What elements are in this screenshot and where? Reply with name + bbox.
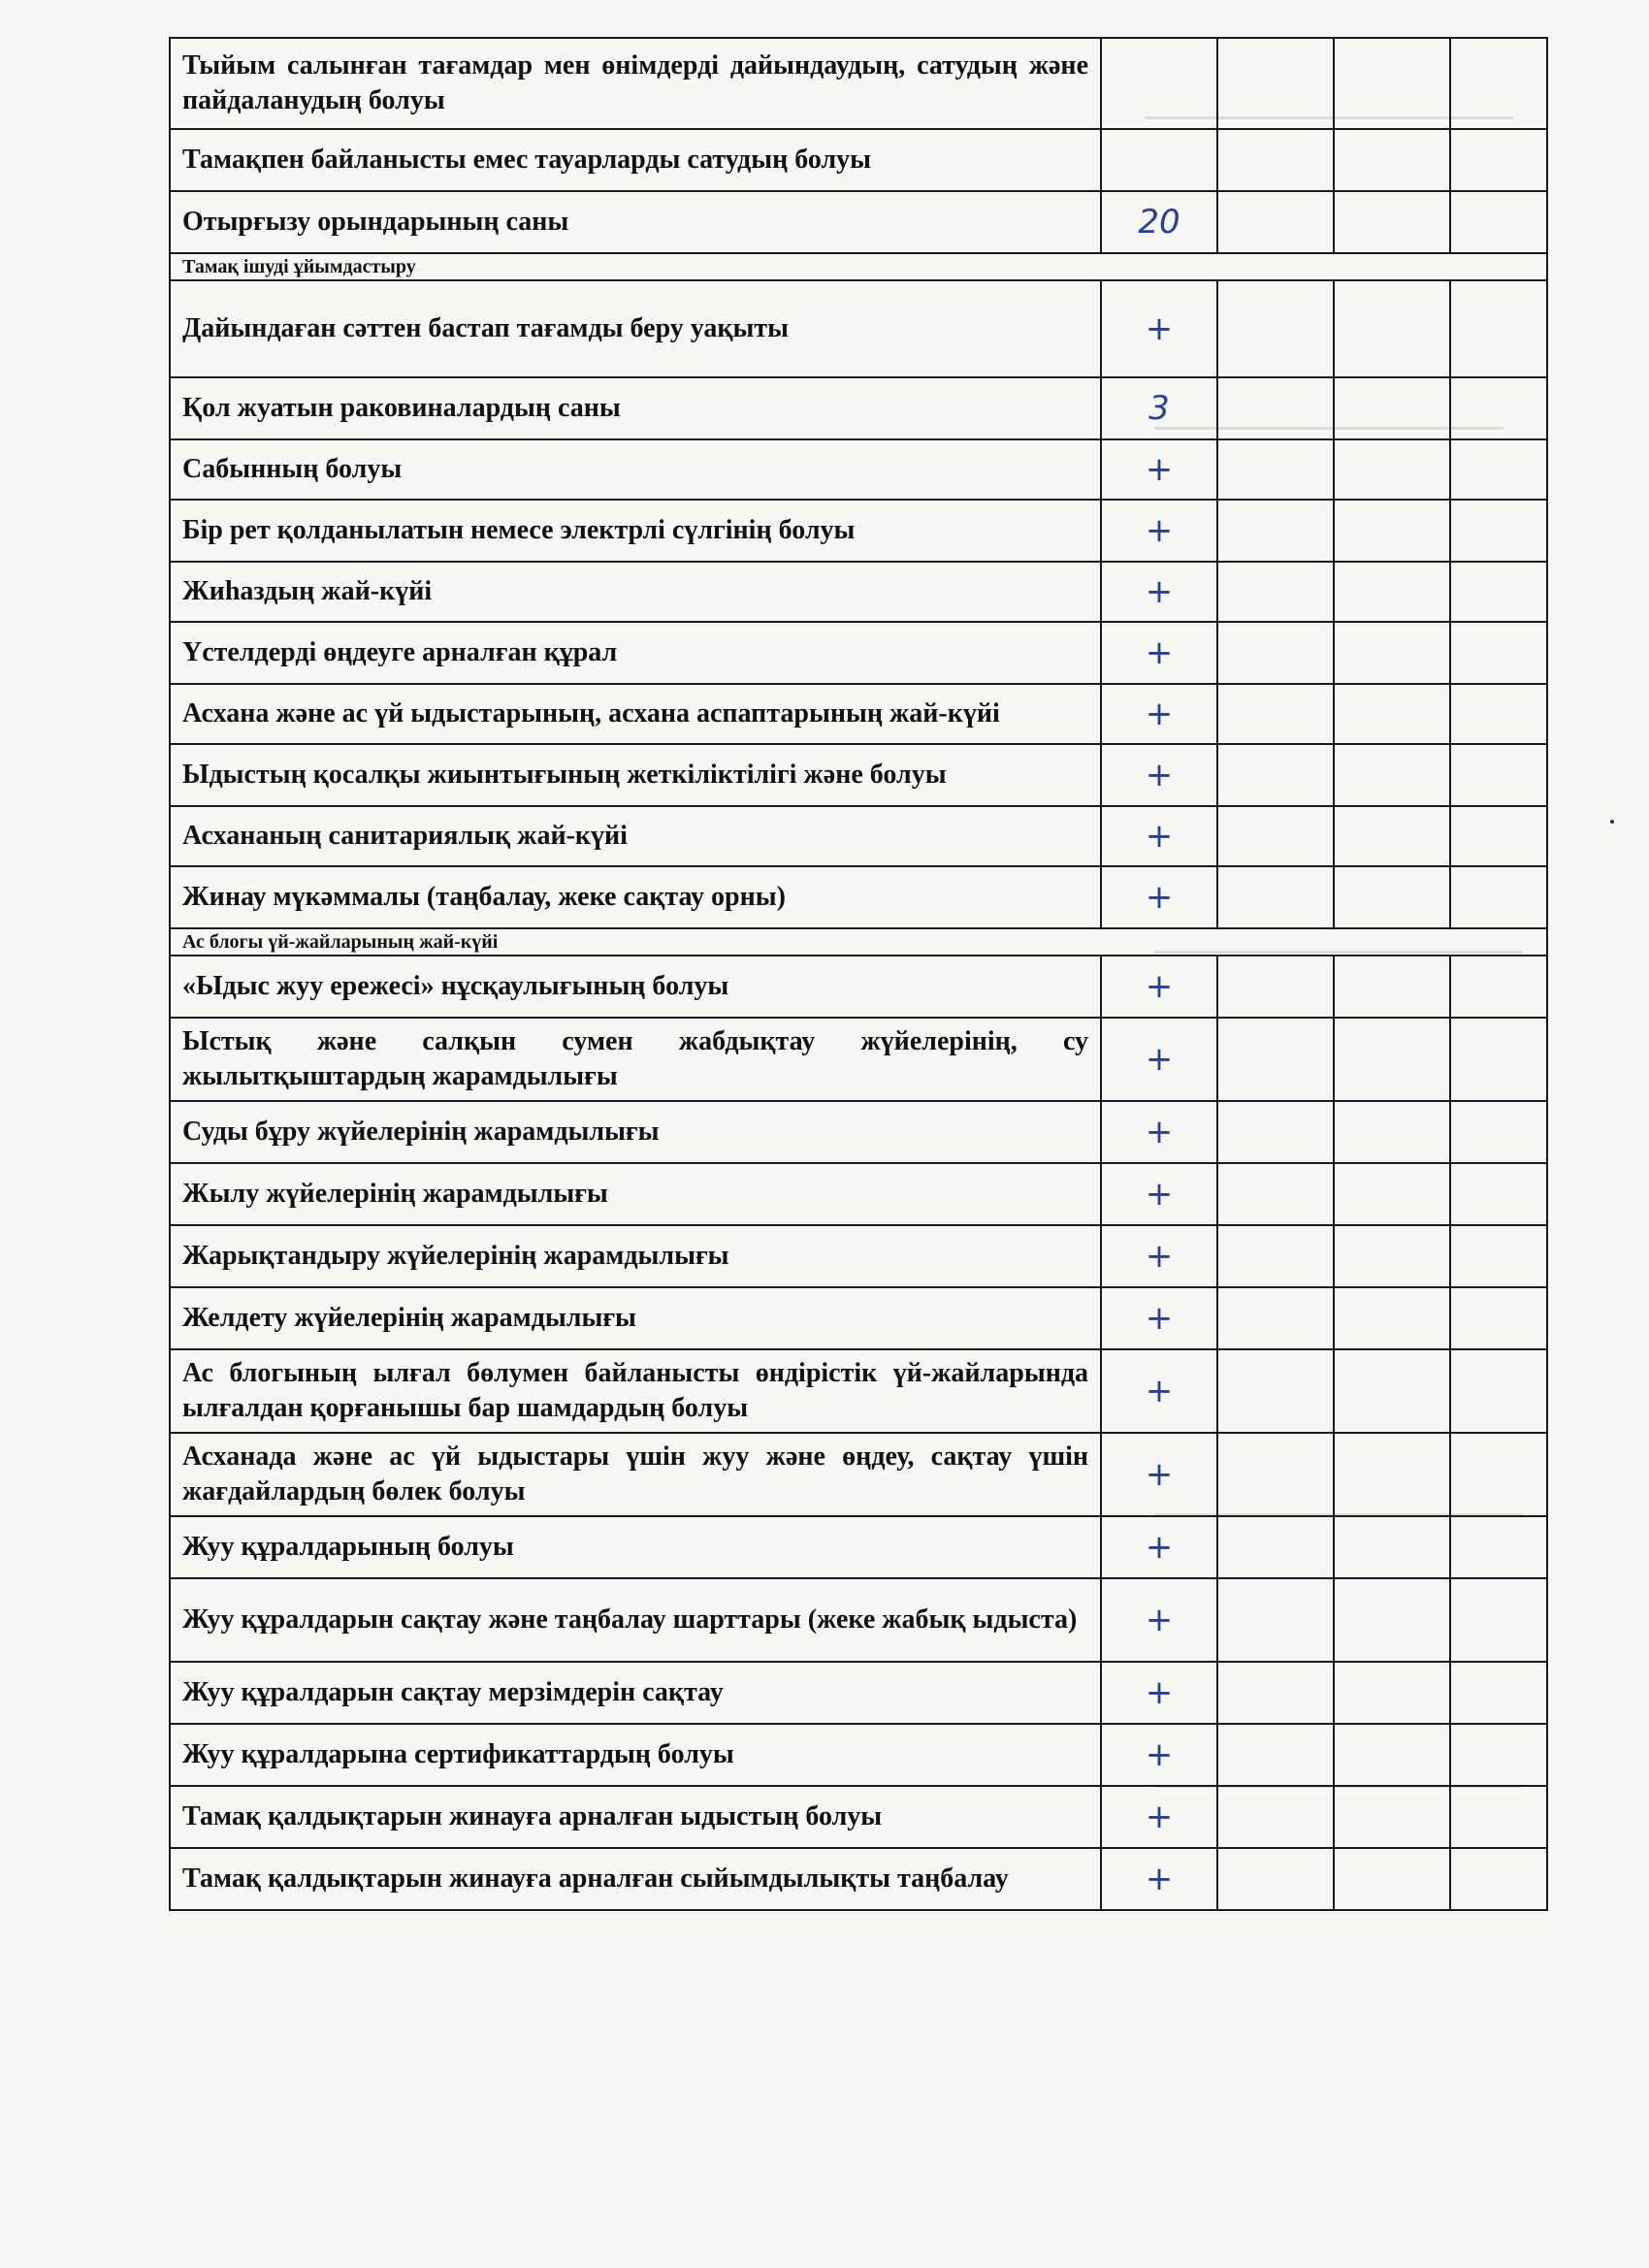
empty-cell <box>1217 38 1334 129</box>
handwritten-mark: + <box>1101 1225 1217 1287</box>
section-title: Тамақ ішуді ұйымдастыру <box>170 253 1547 280</box>
handwritten-mark: 3 <box>1101 377 1217 439</box>
empty-cell <box>1334 1848 1450 1910</box>
empty-cell <box>1334 377 1450 439</box>
criterion-label: Үстелдерді өңдеуге арналған құрал <box>170 622 1101 684</box>
criterion-label: Асхана және ас үй ыдыстарының, асхана аспаптарының жай-күйі <box>170 684 1101 744</box>
handwritten-mark: + <box>1101 622 1217 684</box>
empty-cell <box>1217 1349 1334 1433</box>
empty-cell <box>1217 439 1334 500</box>
empty-cell <box>1450 562 1547 622</box>
empty-cell <box>1334 1225 1450 1287</box>
empty-cell <box>1334 684 1450 744</box>
handwritten-mark: + <box>1101 280 1217 377</box>
handwritten-mark: + <box>1101 866 1217 928</box>
inspection-table-body <box>170 38 1547 1910</box>
handwritten-mark <box>1101 38 1217 129</box>
table-row <box>170 191 1547 253</box>
handwritten-mark: + <box>1101 1786 1217 1848</box>
table-row <box>170 38 1547 129</box>
criterion-label: Суды бұру жүйелерінің жарамдылығы <box>170 1101 1101 1163</box>
empty-cell <box>1217 1662 1334 1724</box>
table-row <box>170 622 1547 684</box>
criterion-label: Асханада және ас үй ыдыстары үшін жуу және өңдеу, сақтау үшін жағдайлардың бөлек болуы <box>170 1433 1101 1516</box>
empty-cell <box>1334 562 1450 622</box>
table-row <box>170 744 1547 806</box>
empty-cell <box>1450 500 1547 562</box>
empty-cell <box>1450 1225 1547 1287</box>
table-row <box>170 439 1547 500</box>
empty-cell <box>1450 956 1547 1018</box>
empty-cell <box>1217 744 1334 806</box>
empty-cell <box>1334 1287 1450 1349</box>
handwritten-mark: + <box>1101 562 1217 622</box>
empty-cell <box>1334 1433 1450 1516</box>
section-title: Ас блогы үй-жайларының жай-күйі <box>170 928 1547 956</box>
empty-cell <box>1450 1163 1547 1225</box>
table-row <box>170 1786 1547 1848</box>
empty-cell <box>1450 1516 1547 1578</box>
table-row <box>170 1225 1547 1287</box>
table-row <box>170 1516 1547 1578</box>
table-row <box>170 1287 1547 1349</box>
empty-cell <box>1334 1101 1450 1163</box>
criterion-label: Жуу құралдарын сақтау және таңбалау шарттары (жеке жабық ыдыста) <box>170 1578 1101 1662</box>
empty-cell <box>1334 744 1450 806</box>
empty-cell <box>1450 684 1547 744</box>
criterion-label: Ыдыстың қосалқы жиынтығының жеткіліктілігі және болуы <box>170 744 1101 806</box>
empty-cell <box>1334 1724 1450 1786</box>
criterion-label: Жинау мүкәммалы (таңбалау, жеке сақтау орны) <box>170 866 1101 928</box>
scan-speck <box>1610 820 1614 824</box>
empty-cell <box>1334 1786 1450 1848</box>
empty-cell <box>1217 1101 1334 1163</box>
handwritten-mark: + <box>1101 1848 1217 1910</box>
empty-cell <box>1217 1848 1334 1910</box>
empty-cell <box>1217 1433 1334 1516</box>
criterion-label: Ыстық және салқын сумен жабдықтау жүйелерінің, су жылытқыштардың жарамдылығы <box>170 1018 1101 1101</box>
inspection-table <box>169 37 1548 1911</box>
table-row <box>170 562 1547 622</box>
empty-cell <box>1450 1786 1547 1848</box>
empty-cell <box>1217 684 1334 744</box>
empty-cell <box>1450 806 1547 866</box>
empty-cell <box>1450 439 1547 500</box>
empty-cell <box>1217 1516 1334 1578</box>
empty-cell <box>1450 1578 1547 1662</box>
empty-cell <box>1450 129 1547 191</box>
table-row <box>170 806 1547 866</box>
empty-cell <box>1334 1018 1450 1101</box>
table-row <box>170 500 1547 562</box>
empty-cell <box>1217 1287 1334 1349</box>
criterion-label: Жуу құралдарын сақтау мерзімдерін сақтау <box>170 1662 1101 1724</box>
table-row <box>170 280 1547 377</box>
table-row <box>170 956 1547 1018</box>
empty-cell <box>1217 191 1334 253</box>
empty-cell <box>1217 500 1334 562</box>
empty-cell <box>1450 1101 1547 1163</box>
handwritten-mark: + <box>1101 744 1217 806</box>
empty-cell <box>1334 1163 1450 1225</box>
criterion-label: Дайындаған сәттен бастап тағамды беру уақыты <box>170 280 1101 377</box>
empty-cell <box>1217 562 1334 622</box>
handwritten-mark: + <box>1101 956 1217 1018</box>
criterion-label: Қол жуатын раковиналардың саны <box>170 377 1101 439</box>
empty-cell <box>1217 1786 1334 1848</box>
handwritten-mark: + <box>1101 1433 1217 1516</box>
empty-cell <box>1217 1578 1334 1662</box>
table-row <box>170 1101 1547 1163</box>
table-row <box>170 1163 1547 1225</box>
empty-cell <box>1334 439 1450 500</box>
handwritten-mark: + <box>1101 439 1217 500</box>
table-row <box>170 1662 1547 1724</box>
handwritten-mark: + <box>1101 500 1217 562</box>
criterion-label: Жуу құралдарына сертификаттардың болуы <box>170 1724 1101 1786</box>
empty-cell <box>1217 1724 1334 1786</box>
empty-cell <box>1334 806 1450 866</box>
handwritten-mark: + <box>1101 1287 1217 1349</box>
empty-cell <box>1334 956 1450 1018</box>
empty-cell <box>1450 1349 1547 1433</box>
table-row <box>170 866 1547 928</box>
criterion-label: Жуу құралдарының болуы <box>170 1516 1101 1578</box>
empty-cell <box>1334 1662 1450 1724</box>
table-row <box>170 1848 1547 1910</box>
empty-cell <box>1450 866 1547 928</box>
handwritten-mark <box>1101 129 1217 191</box>
empty-cell <box>1217 377 1334 439</box>
empty-cell <box>1217 1225 1334 1287</box>
handwritten-mark: + <box>1101 1516 1217 1578</box>
empty-cell <box>1334 1349 1450 1433</box>
criterion-label: «Ыдыс жуу ережесі» нұсқаулығының болуы <box>170 956 1101 1018</box>
table-row <box>170 684 1547 744</box>
empty-cell <box>1334 622 1450 684</box>
table-row <box>170 1724 1547 1786</box>
criterion-label: Бір рет қолданылатын немесе электрлі сүлгінің болуы <box>170 500 1101 562</box>
handwritten-mark: 20 <box>1101 191 1217 253</box>
criterion-label: Тамақпен байланысты емес тауарларды сатудың болуы <box>170 129 1101 191</box>
empty-cell <box>1450 191 1547 253</box>
empty-cell <box>1334 129 1450 191</box>
criterion-label: Сабынның болуы <box>170 439 1101 500</box>
criterion-label: Тамақ қалдықтарын жинауға арналған сыйымдылықты таңбалау <box>170 1848 1101 1910</box>
empty-cell <box>1450 280 1547 377</box>
empty-cell <box>1334 1578 1450 1662</box>
criterion-label: Жиһаздың жай-күйі <box>170 562 1101 622</box>
criterion-label: Тыйым салынған тағамдар мен өнімдерді дайындаудың, сатудың және пайдаланудың болуы <box>170 38 1101 129</box>
empty-cell <box>1450 1724 1547 1786</box>
table-row <box>170 1578 1547 1662</box>
empty-cell <box>1334 38 1450 129</box>
empty-cell <box>1217 622 1334 684</box>
empty-cell <box>1217 129 1334 191</box>
section-header-row <box>170 928 1547 956</box>
empty-cell <box>1217 1018 1334 1101</box>
handwritten-mark: + <box>1101 1018 1217 1101</box>
empty-cell <box>1217 1163 1334 1225</box>
empty-cell <box>1334 866 1450 928</box>
criterion-label: Жарықтандыру жүйелерінің жарамдылығы <box>170 1225 1101 1287</box>
empty-cell <box>1450 377 1547 439</box>
handwritten-mark: + <box>1101 1163 1217 1225</box>
empty-cell <box>1450 1287 1547 1349</box>
empty-cell <box>1334 500 1450 562</box>
handwritten-mark: + <box>1101 1724 1217 1786</box>
empty-cell <box>1217 956 1334 1018</box>
criterion-label: Асхананың санитариялық жай-күйі <box>170 806 1101 866</box>
table-row <box>170 377 1547 439</box>
empty-cell <box>1450 1848 1547 1910</box>
empty-cell <box>1217 806 1334 866</box>
empty-cell <box>1450 38 1547 129</box>
section-header-row <box>170 253 1547 280</box>
empty-cell <box>1334 1516 1450 1578</box>
criterion-label: Жылу жүйелерінің жарамдылығы <box>170 1163 1101 1225</box>
criterion-label: Желдету жүйелерінің жарамдылығы <box>170 1287 1101 1349</box>
empty-cell <box>1450 1433 1547 1516</box>
table-row <box>170 1349 1547 1433</box>
criterion-label: Отырғызу орындарының саны <box>170 191 1101 253</box>
table-row <box>170 129 1547 191</box>
criterion-label: Тамақ қалдықтарын жинауға арналған ыдыстың болуы <box>170 1786 1101 1848</box>
empty-cell <box>1217 280 1334 377</box>
handwritten-mark: + <box>1101 1578 1217 1662</box>
criterion-label: Ас блогының ылғал бөлумен байланысты өндірістік үй-жайларында ылғалдан қорғанышы бар шамдардың болуы <box>170 1349 1101 1433</box>
empty-cell <box>1450 1662 1547 1724</box>
empty-cell <box>1450 622 1547 684</box>
table-row <box>170 1018 1547 1101</box>
table-row <box>170 1433 1547 1516</box>
empty-cell <box>1334 191 1450 253</box>
empty-cell <box>1334 280 1450 377</box>
empty-cell <box>1450 1018 1547 1101</box>
handwritten-mark: + <box>1101 1349 1217 1433</box>
handwritten-mark: + <box>1101 1662 1217 1724</box>
empty-cell <box>1217 866 1334 928</box>
handwritten-mark: + <box>1101 806 1217 866</box>
empty-cell <box>1450 744 1547 806</box>
handwritten-mark: + <box>1101 684 1217 744</box>
handwritten-mark: + <box>1101 1101 1217 1163</box>
